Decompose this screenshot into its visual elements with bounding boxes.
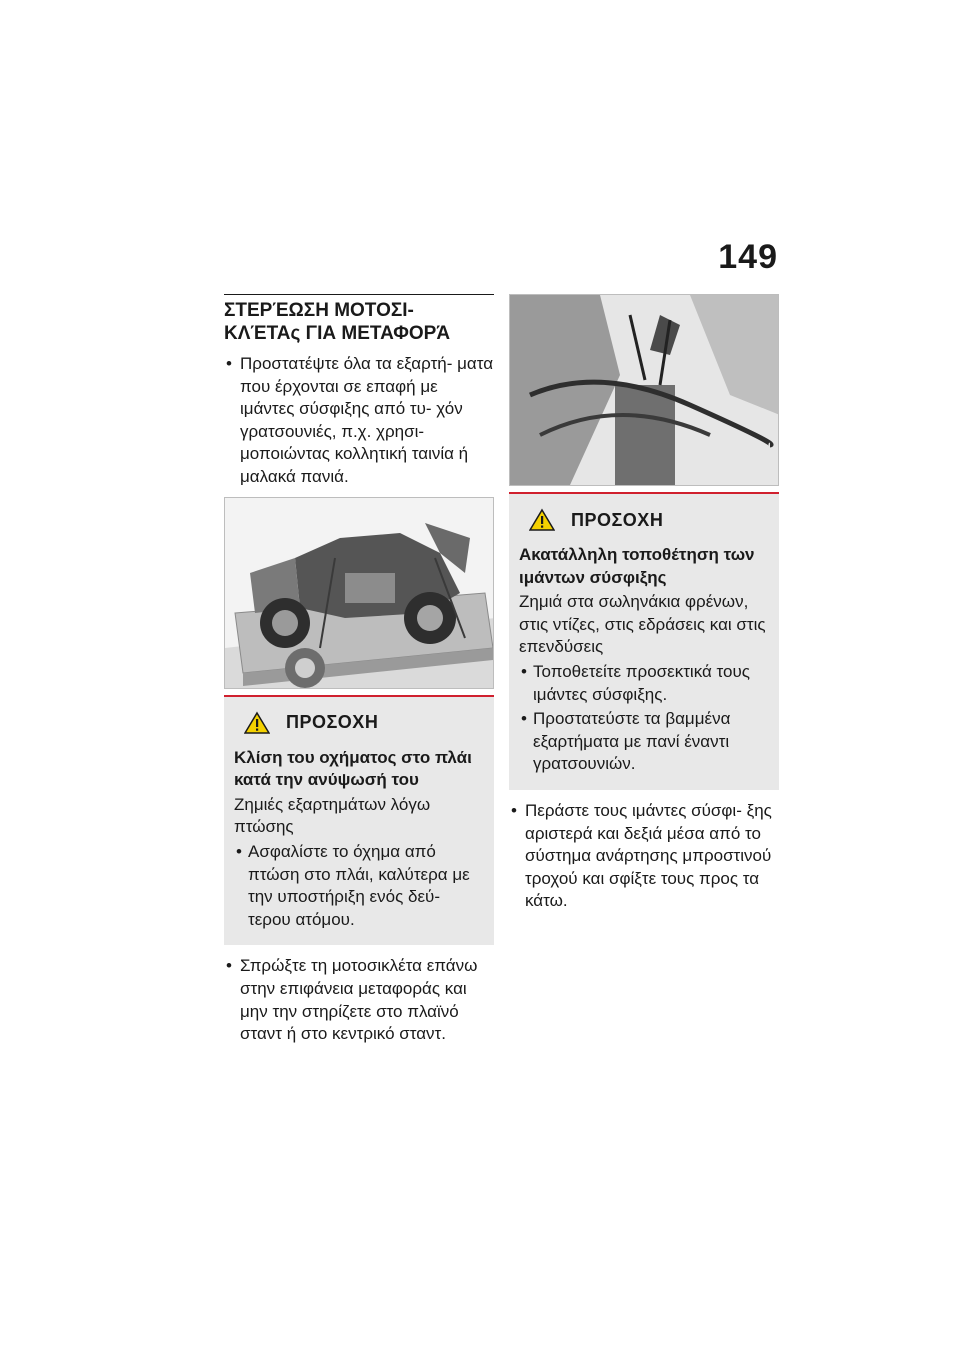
section-title: ΣΤΕΡΈΩΣΗ ΜΟΤΟΣΙ- ΚΛΈΤΑς ΓΙΑ ΜΕΤΑΦΟΡΆ (224, 294, 494, 345)
list-item: • Προστατέψτε όλα τα εξαρτή- ματα που έρχονται σε επαφή με ιμάντες σύσφιξης από τυ- χόν γρατσουνιές, π.χ. χρησι- μοποιώντας κολλητική ταινία ή μαλακά πανιά. (224, 353, 494, 489)
warning-subtitle: Κλίση του οχήματος στο πλάι κατά την ανύψωσή του (234, 747, 472, 790)
front-wheel-strap-figure (509, 294, 779, 486)
warning-list (519, 661, 767, 776)
list-item: • Περάστε τους ιμάντες σύσφι- ξης αριστερά και δεξιά μέσα από το σύστημα ανάρτησης μπροστινού τροχού και σφίξτε τους προς τα κάτω. (509, 800, 779, 913)
strap-closeup-illustration (510, 295, 779, 485)
warning-text: Ζημιά στα σωληνάκια φρένων, στις ντίζες, στις εδράσεις και στις επενδύσεις (519, 592, 766, 657)
list-item: • Ασφαλίστε το όχημα από πτώση στο πλάι, καλύτερα με την υποστήριξη ενός δεύ- τερου ατόμου. (234, 841, 482, 931)
motorcycle-on-trailer-figure (224, 497, 494, 689)
list-item: • Τοποθετείτε προσεκτικά τους ιμάντες σύσφιξης. (519, 661, 767, 706)
instruction-list (224, 955, 494, 1045)
warning-text: Ζημιές εξαρτημάτων λόγω πτώσης (234, 794, 431, 837)
left-column (224, 294, 494, 1048)
right-column (509, 294, 779, 915)
list-item: • Σπρώξτε τη μοτοσικλέτα επάνω στην επιφάνεια μεταφοράς και μην την στηρίζετε στο πλαϊνό σταντ ή στο κεντρικό σταντ. (224, 955, 494, 1045)
page-number: 149 (718, 238, 778, 276)
warning-triangle-icon (529, 508, 555, 532)
warning-box-tip-over (224, 695, 494, 946)
warning-subtitle: Ακατάλληλη τοποθέτηση των ιμάντων σύσφιξης (519, 545, 755, 587)
warning-label: ΠΡΟΣΟΧΗ (286, 712, 379, 733)
list-item: • Προστατεύστε τα βαμμένα εξαρτήματα με πανί έναντι γρατσουνιών. (519, 708, 767, 776)
intro-list (224, 353, 494, 489)
warning-label: ΠΡΟΣΟΧΗ (571, 509, 664, 530)
warning-triangle-icon (244, 711, 270, 735)
instruction-list (509, 800, 779, 913)
warning-box-strap-placement (509, 492, 779, 790)
warning-list (234, 841, 482, 931)
motorcycle-trailer-illustration (225, 498, 494, 688)
